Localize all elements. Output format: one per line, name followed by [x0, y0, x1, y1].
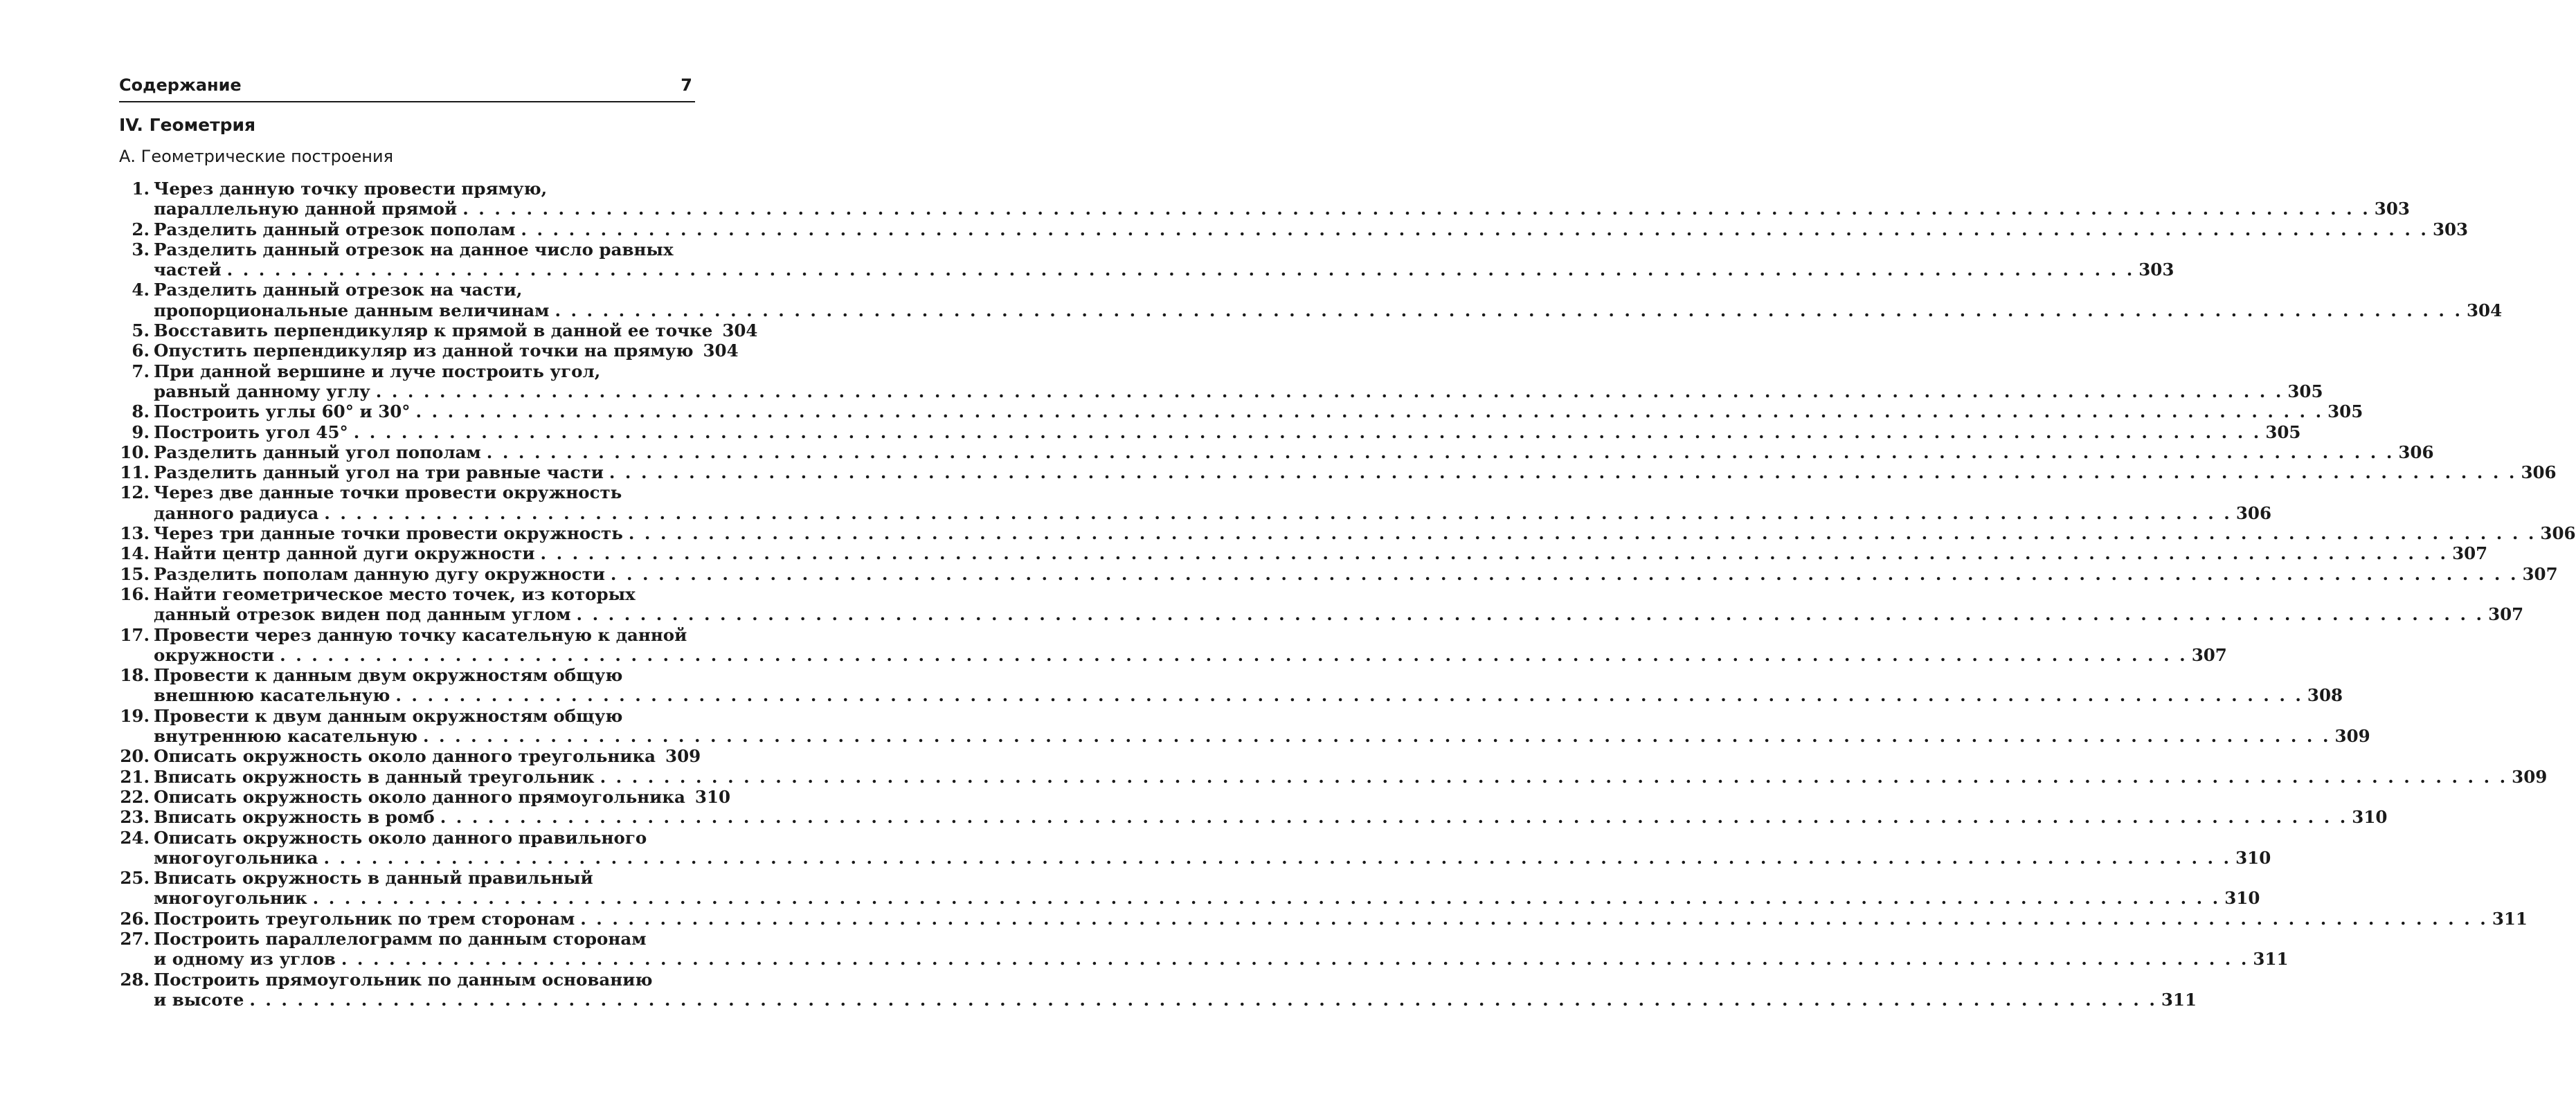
toc-entry-title: равный данному углу — [154, 381, 370, 401]
toc-entry — [119, 807, 2388, 828]
toc-entry-page: 304 — [2467, 300, 2503, 320]
toc-entry — [119, 705, 2370, 747]
toc-entry-title: Разделить данный отрезок на части, — [154, 280, 523, 300]
dot-leader: . . . . . . . . . . . . . . . . . . . . . . . . . . . . . . . . . . . . . . . . . . . . . . . . . . . . . . . . . . . . . . . . . . . . . . . . . . . . . . . . . . . . . . . . . . . . . . . . . . . . . . . . . . . . . . . . . . . . . . . . — [576, 604, 2485, 625]
dot-leader: . . . . . . . . . . . . . . . . . . . . . . . . . . . . . . . . . . . . . . . . . . . . . . . . . . . . . . . . . . . . . . . . . . . . . . . . . . . . . . . . . . . . . . . . . . . . . . . . . . . . . . . . . . . . . . . . . . . . . . . . — [486, 442, 2395, 462]
dot-leader: . . . . . . . . . . . . . . . . . . . . . . . . . . . . . . . . . . . . . . . . . . . . . . . . . . . . . . . . . . . . . . . . . . . . . . . . . . . . . . . . . . . . . . . . . . . . . . . . . . . . . . . . . . . . . . . . . . . . . . . . — [280, 644, 2188, 665]
toc-entry-number: 13. — [120, 523, 150, 544]
toc-line — [119, 929, 695, 949]
toc-entry-number: 6. — [132, 340, 150, 361]
toc-entry-page: 311 — [2492, 908, 2528, 929]
dot-leader: . . . . . . . . . . . . . . . . . . . . . . . . . . . . . . . . . . . . . . . . . . . . . . . . . . . . . . . . . . . . . . . . . . . . . . . . . . . . . . . . . . . . . . . . . . . . . . . . . . . . . . . . . . . . . . . . . . . . . . . . — [609, 462, 2517, 483]
toc-entry-title: Через три данные точки провести окружность — [154, 523, 623, 544]
toc-entry-title: Разделить данный отрезок на данное число равных — [154, 239, 674, 260]
toc-entry — [119, 462, 2557, 483]
toc-line — [119, 179, 695, 199]
toc-entry-title: Описать окружность около данного прямоугольника — [154, 786, 685, 807]
toc-entry — [119, 624, 2227, 666]
toc-entry-number: 25. — [120, 868, 150, 889]
toc-line — [119, 421, 2301, 442]
toc-entry-page: 311 — [2253, 949, 2289, 970]
dot-leader: . . . . . . . . . . . . . . . . . . . . . . . . . . . . . . . . . . . . . . . . . . . . . . . . . . . . . . . . . . . . . . . . . . . . . . . . . . . . . . . . . . . . . . . . . . . . . . . . . . . . . . . . . . . . . . . . . . . . . . . . — [610, 563, 2519, 584]
toc-line — [119, 462, 2557, 483]
toc-entry — [119, 563, 2558, 584]
toc-entry-page: 303 — [2374, 199, 2410, 219]
toc-entry-page: 307 — [2452, 543, 2488, 564]
toc-entry-title: Вписать окружность в ромб — [154, 807, 435, 828]
toc-entry-page: 306 — [2398, 442, 2434, 462]
toc-line — [119, 746, 701, 767]
toc-line — [119, 442, 2434, 462]
dot-leader: . . . . . . . . . . . . . . . . . . . . . . . . . . . . . . . . . . . . . . . . . . . . . . . . . . . . . . . . . . . . . . . . . . . . . . . . . . . . . . . . . . . . . . . . . . . . . . . . . . . . . . . . . . . . . . . . . . . . . . . . — [600, 766, 2508, 787]
toc-entry-number: 22. — [120, 786, 150, 807]
toc-entry-page: 306 — [2540, 523, 2576, 544]
toc-entry-title: многоугольник — [154, 888, 307, 909]
toc-entry-title: Провести через данную точку касательную к данной — [154, 624, 687, 645]
dot-leader: . . . . . . . . . . . . . . . . . . . . . . . . . . . . . . . . . . . . . . . . . . . . . . . . . . . . . . . . . . . . . . . . . . . . . . . . . . . . . . . . . . . . . . . . . . . . . . . . . . . . . . . . . . . . . . . . . . . . . . . . — [375, 381, 2284, 401]
dot-leader: . . . . . . . . . . . . . . . . . . . . . . . . . . . . . . . . . . . . . . . . . . . . . . . . . . . . . . . . . . . . . . . . . . . . . . . . . . . . . . . . . . . . . . . . . . . . . . . . . . . . . . . . . . . . . . . . . . . . . . . . — [440, 807, 2348, 828]
dot-leader: . . . . . . . . . . . . . . . . . . . . . . . . . . . . . . . . . . . . . . . . . . . . . . . . . . . . . . . . . . . . . . . . . . . . . . . . . . . . . . . . . . . . . . . . . . . . . . . . . . . . . . . . . . . . . . . . . . . . . . . . — [226, 260, 2135, 280]
toc-entry-number: 23. — [120, 807, 150, 828]
toc-line — [119, 482, 695, 502]
dot-leader: . . . . . . . . . . . . . . . . . . . . . . . . . . . . . . . . . . . . . . . . . . . . . . . . . . . . . . . . . . . . . . . . . . . . . . . . . . . . . . . . . . . . . . . . . . . . . . . . . . . . . . . . . . . . . . . . . . . . . . . . — [521, 219, 2429, 239]
subsection-title: А. Геометрические построения — [119, 147, 394, 166]
toc-line — [119, 685, 2343, 706]
toc-line — [119, 280, 695, 300]
toc-entry-title: Провести к двум данным окружностям общую — [154, 705, 623, 726]
toc-entry-title: Построить прямоугольник по данным основанию — [154, 969, 653, 990]
toc-entry-title: Описать окружность около данного правильного — [154, 827, 647, 848]
dot-leader: . . . . . . . . . . . . . . . . . . . . . . . . . . . . . . . . . . . . . . . . . . . . . . . . . . . . . . . . . . . . . . . . . . . . . . . . . . . . . . . . . . . . . . . . . . . . . . . . . . . . . . . . . . . . . . . . . . . . . . . . — [422, 726, 2331, 747]
header-page-number: 7 — [681, 75, 692, 95]
toc-entry-title: внутреннюю касательную — [154, 726, 417, 747]
toc-entry-title: Описать окружность около данного треугольника — [154, 746, 656, 767]
toc-line — [119, 847, 2271, 868]
toc-entry — [119, 239, 2174, 280]
toc-line — [119, 381, 2323, 401]
toc-entry — [119, 179, 2410, 219]
toc-line — [119, 644, 2227, 665]
toc-entry-page: 311 — [2161, 989, 2197, 1010]
toc-entry-number: 26. — [120, 908, 150, 929]
toc-entry — [119, 482, 2271, 523]
toc-entry-title: Вписать окружность в данный правильный — [154, 868, 593, 889]
toc-entry-title: Построить параллелограмм по данным сторонам — [154, 928, 647, 949]
dot-leader: . . . . . . . . . . . . . . . . . . . . . . . . . . . . . . . . . . . . . . . . . . . . . . . . . . . . . . . . . . . . . . . . . . . . . . . . . . . . . . . . . . . . . . . . . . . . . . . . . . . . . . . . . . . . . . . . . . . . . . . . — [580, 908, 2488, 929]
dot-leader: . . . . . . . . . . . . . . . . . . . . . . . . . . . . . . . . . . . . . . . . . . . . . . . . . . . . . . . . . . . . . . . . . . . . . . . . . . . . . . . . . . . . . . . . . . . . . . . . . . . . . . . . . . . . . . . . . . . . . . . . — [324, 502, 2232, 523]
toc-entry-page: 310 — [2352, 807, 2388, 828]
toc-entry-number: 7. — [132, 361, 150, 381]
toc-entry — [119, 421, 2301, 442]
dot-leader: . . . . . . . . . . . . . . . . . . . . . . . . . . . . . . . . . . . . . . . . . . . . . . . . . . . . . . . . . . . . . . . . . . . . . . . . . . . . . . . . . . . . . . . . . . . . . . . . . . . . . . . . . . . . . . . . . . . . . . . . — [628, 523, 2537, 544]
dot-leader: . . . . . . . . . . . . . . . . . . . . . . . . . . . . . . . . . . . . . . . . . . . . . . . . . . . . . . . . . . . . . . . . . . . . . . . . . . . . . . . . . . . . . . . . . . . . . . . . . . . . . . . . . . . . . . . . . . . . . . . . — [312, 888, 2221, 909]
toc-entry-number: 16. — [120, 583, 150, 604]
toc-entry-title: Построить угол 45° — [154, 421, 348, 442]
toc-entry-number: 3. — [132, 239, 150, 260]
toc-entry-page: 309 — [2512, 766, 2548, 787]
toc-entry — [119, 442, 2434, 462]
toc-line — [119, 970, 695, 990]
toc-line — [119, 320, 758, 341]
toc-line — [119, 199, 2410, 219]
toc-entry-number: 9. — [132, 421, 150, 442]
toc-entry-page: 305 — [2265, 421, 2301, 442]
toc-line — [119, 726, 2370, 747]
dot-leader: . . . . . . . . . . . . . . . . . . . . . . . . . . . . . . . . . . . . . . . . . . . . . . . . . . . . . . . . . . . . . . . . . . . . . . . . . . . . . . . . . . . . . . . . . . . . . . . . . . . . . . . . . . . . . . . . . . . . . . . . — [540, 543, 2449, 564]
toc-entry-number: 17. — [120, 624, 150, 645]
toc-line — [119, 502, 2271, 523]
toc-line — [119, 523, 2576, 544]
toc-entry-page: 303 — [2432, 219, 2469, 239]
dot-leader: . . . . . . . . . . . . . . . . . . . . . . . . . . . . . . . . . . . . . . . . . . . . . . . . . . . . . . . . . . . . . . . . . . . . . . . . . . . . . . . . . . . . . . . . . . . . . . . . . . . . . . . . . . . . . . . . . . . . . . . . — [323, 847, 2232, 868]
toc-entry-page: 304 — [703, 340, 739, 361]
toc-entry-number: 10. — [120, 442, 150, 462]
toc-entry-page: 304 — [722, 320, 758, 341]
toc-line — [119, 543, 2488, 564]
dot-leader: . . . . . . . . . . . . . . . . . . . . . . . . . . . . . . . . . . . . . . . . . . . . . . . . . . . . . . . . . . . . . . . . . . . . . . . . . . . . . . . . . . . . . . . . . . . . . . . . . . . . . . . . . . . . . . . . . . . . . . . . — [249, 989, 2157, 1010]
toc-entry-number: 14. — [120, 543, 150, 564]
toc-entry-title: Провести к данным двум окружностям общую — [154, 665, 623, 686]
toc-line — [119, 260, 2174, 280]
toc-entry-page: 309 — [665, 746, 701, 767]
toc-line — [119, 625, 695, 645]
running-header — [119, 73, 695, 102]
toc-entry-title: Опустить перпендикуляр из данной точки на прямую — [154, 340, 694, 361]
toc-entry-title: Построить углы 60° и 30° — [154, 401, 411, 422]
toc-line — [119, 786, 731, 807]
toc-entry — [119, 786, 731, 807]
toc-entry-number: 1. — [132, 179, 150, 199]
toc-entry — [119, 868, 2260, 909]
toc-entry-page: 310 — [2235, 847, 2271, 868]
toc-entry-page: 307 — [2191, 644, 2227, 665]
toc-entry — [119, 583, 2524, 625]
toc-line — [119, 908, 2528, 929]
toc-entry-title: и одному из углов — [154, 949, 336, 970]
toc-entry-title: данного радиуса — [154, 502, 319, 523]
toc-entry-page: 307 — [2522, 563, 2558, 584]
toc-line — [119, 888, 2260, 909]
toc-entry-page: 310 — [694, 786, 731, 807]
toc-entry-title: При данной вершине и луче построить угол, — [154, 361, 601, 381]
toc-entry — [119, 928, 2289, 970]
toc-entry — [119, 746, 701, 767]
dot-leader: . . . . . . . . . . . . . . . . . . . . . . . . . . . . . . . . . . . . . . . . . . . . . . . . . . . . . . . . . . . . . . . . . . . . . . . . . . . . . . . . . . . . . . . . . . . . . . . . . . . . . . . . . . . . . . . . . . . . . . . . — [395, 685, 2303, 706]
toc-entry-number: 2. — [132, 219, 150, 239]
toc-line — [119, 828, 695, 848]
toc-entry-number: 21. — [120, 766, 150, 787]
toc-entry — [119, 969, 2197, 1010]
toc-entry-number: 4. — [132, 280, 150, 300]
toc-entry — [119, 665, 2343, 706]
toc-line — [119, 989, 2197, 1010]
toc-entry-title: и высоте — [154, 989, 244, 1010]
toc-entry — [119, 340, 739, 361]
dot-leader: . . . . . . . . . . . . . . . . . . . . . . . . . . . . . . . . . . . . . . . . . . . . . . . . . . . . . . . . . . . . . . . . . . . . . . . . . . . . . . . . . . . . . . . . . . . . . . . . . . . . . . . . . . . . . . . . . . . . . . . . — [353, 421, 2262, 442]
toc-line — [119, 584, 695, 604]
dot-leader: . . . . . . . . . . . . . . . . . . . . . . . . . . . . . . . . . . . . . . . . . . . . . . . . . . . . . . . . . . . . . . . . . . . . . . . . . . . . . . . . . . . . . . . . . . . . . . . . . . . . . . . . . . . . . . . . . . . . . . . . — [341, 949, 2249, 970]
toc-entry-number: 27. — [120, 928, 150, 949]
dot-leader: . . . . . . . . . . . . . . . . . . . . . . . . . . . . . . . . . . . . . . . . . . . . . . . . . . . . . . . . . . . . . . . . . . . . . . . . . . . . . . . . . . . . . . . . . . . . . . . . . . . . . . . . . . . . . . . . . . . . . . . . — [415, 401, 2324, 422]
toc-entry-page: 309 — [2334, 726, 2370, 747]
toc-line — [119, 239, 695, 260]
toc-entry-title: параллельную данной прямой — [154, 199, 458, 219]
toc-entry — [119, 523, 2576, 544]
toc-entry-number: 11. — [120, 462, 150, 483]
toc-line — [119, 604, 2524, 625]
toc-entry-number: 24. — [120, 827, 150, 848]
toc-line — [119, 807, 2388, 828]
toc-entry-page: 305 — [2327, 401, 2363, 422]
toc-line — [119, 949, 2289, 970]
toc-entry-title: частей — [154, 260, 222, 280]
toc-entry-title: внешнюю касательную — [154, 685, 390, 706]
toc-line — [119, 766, 2548, 787]
toc-entry-title: Вписать окружность в данный треугольник — [154, 766, 595, 787]
dot-leader: . . . . . . . . . . . . . . . . . . . . . . . . . . . . . . . . . . . . . . . . . . . . . . . . . . . . . . . . . . . . . . . . . . . . . . . . . . . . . . . . . . . . . . . . . . . . . . . . . . . . . . . . . . . . . . . . . . . . . . . . — [462, 199, 2370, 219]
toc-entry-title: окружности — [154, 644, 275, 665]
toc-entry-page: 306 — [2521, 462, 2557, 483]
toc-entry-number: 15. — [120, 563, 150, 584]
table-of-contents — [119, 179, 2576, 1010]
toc-line — [119, 219, 2469, 239]
toc-entry — [119, 320, 758, 341]
section-title: IV. Геометрия — [119, 115, 256, 135]
toc-entry — [119, 280, 2503, 320]
toc-entry-title: Построить треугольник по трем сторонам — [154, 908, 575, 929]
toc-entry-title: Найти геометрическое место точек, из которых — [154, 583, 636, 604]
toc-entry-number: 5. — [132, 320, 150, 341]
toc-entry — [119, 543, 2488, 564]
toc-entry — [119, 219, 2469, 239]
toc-entry-page: 303 — [2138, 260, 2174, 280]
toc-entry-title: Разделить данный угол пополам — [154, 442, 481, 462]
toc-entry-title: многоугольника — [154, 847, 318, 868]
toc-entry-title: Через данную точку провести прямую, — [154, 179, 548, 199]
toc-line — [119, 340, 739, 361]
toc-entry-page: 305 — [2287, 381, 2323, 401]
toc-entry-title: Разделить данный угол на три равные части — [154, 462, 604, 483]
toc-entry-number: 12. — [120, 482, 150, 503]
toc-entry-page: 310 — [2224, 888, 2260, 909]
toc-line — [119, 300, 2503, 320]
toc-entry-title: Найти центр данной дуги окружности — [154, 543, 535, 564]
toc-entry — [119, 827, 2271, 869]
toc-entry-title: данный отрезок виден под данным углом — [154, 604, 571, 625]
toc-entry-title: Разделить данный отрезок пополам — [154, 219, 516, 239]
toc-entry-number: 8. — [132, 401, 150, 422]
toc-entry — [119, 361, 2323, 402]
toc-line — [119, 868, 695, 888]
toc-entry-number: 28. — [120, 969, 150, 990]
toc-entry-number: 20. — [120, 746, 150, 767]
dot-leader: . . . . . . . . . . . . . . . . . . . . . . . . . . . . . . . . . . . . . . . . . . . . . . . . . . . . . . . . . . . . . . . . . . . . . . . . . . . . . . . . . . . . . . . . . . . . . . . . . . . . . . . . . . . . . . . . . . . . . . . . — [555, 300, 2462, 320]
toc-entry — [119, 766, 2548, 787]
toc-line — [119, 665, 695, 685]
header-title: Содержание — [119, 75, 242, 95]
toc-entry-title: Восставить перпендикуляр к прямой в данной ее точке — [154, 320, 713, 341]
toc-line — [119, 563, 2558, 584]
toc-entry-title: Через две данные точки провести окружность — [154, 482, 622, 503]
toc-entry-page: 306 — [2235, 502, 2271, 523]
toc-entry-number: 18. — [120, 665, 150, 686]
toc-line — [119, 361, 695, 381]
toc-entry-title: Разделить пополам данную дугу окружности — [154, 563, 605, 584]
toc-entry — [119, 401, 2363, 422]
toc-entry — [119, 908, 2528, 929]
toc-entry-page: 308 — [2307, 685, 2343, 706]
toc-entry-number: 19. — [120, 705, 150, 726]
toc-entry-page: 307 — [2488, 604, 2524, 625]
toc-line — [119, 706, 695, 726]
toc-line — [119, 401, 2363, 422]
toc-entry-title: пропорциональные данным величинам — [154, 300, 550, 320]
